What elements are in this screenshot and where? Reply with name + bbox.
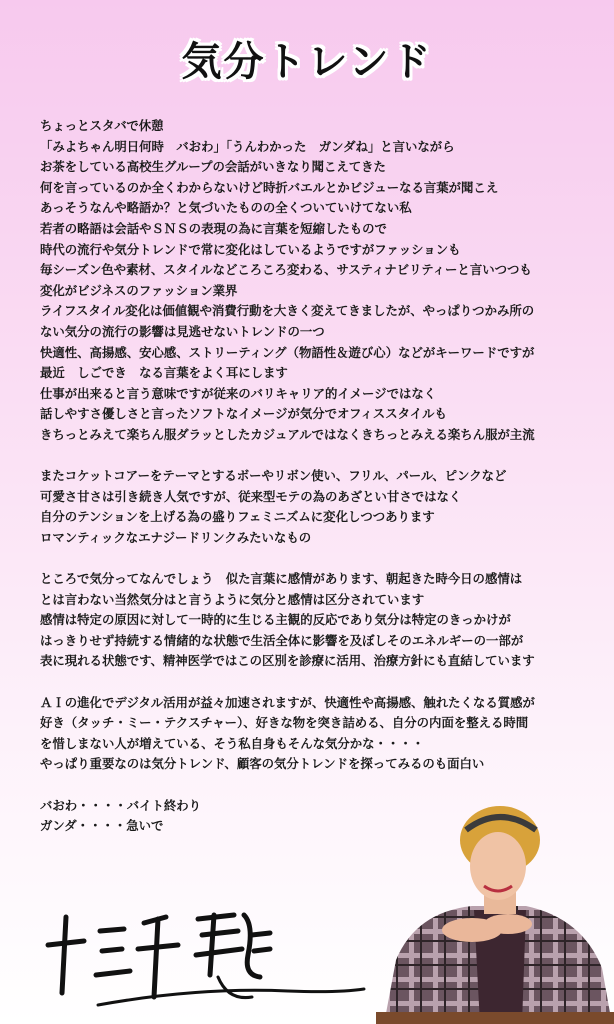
text-line: ない気分の流行の影響は見逃せないトレンドの一つ bbox=[40, 323, 325, 339]
text-line: 感情は特定の原因に対して一時的に生じる主観的反応であり気分は特定のきっかけが bbox=[40, 612, 511, 628]
paragraph-gap bbox=[40, 548, 600, 569]
text-line: はっきりせず持続する情緒的な状態で生活全体に影響を及ぼしそのエネルギーの一部が bbox=[40, 632, 524, 648]
text-line: 好き（タッチ・ミー・テクスチャー）、好きな物を突き詰める、自分の内面を整える時間 bbox=[40, 715, 529, 731]
text-line: 最近 しごでき なる言葉をよく耳にします bbox=[40, 365, 288, 381]
text-line: きちっとみえて楽ちん服ダラッとしたカジュアルではなくきちっとみえる楽ちん服が主流 bbox=[40, 426, 535, 442]
text-line: 時代の流行や気分トレンドで常に変化はしているようですがファッションも bbox=[40, 241, 461, 257]
text-line: ちょっとスタバで休憩 bbox=[40, 118, 164, 133]
text-line: 毎シーズン色や素材、スタイルなどころころ変わる、サスティナビリティーと言いつつも bbox=[40, 262, 532, 278]
text-line: 快適性、高揚感、安心感、ストリーティング（物語性＆遊び心）などがキーワードですが bbox=[40, 344, 535, 360]
text-line: またコケットコアーをテーマとするボーやリボン使い、フリル、パール、ピンクなど bbox=[40, 468, 507, 484]
text-line: とは言わない当然気分はと言うように気分と感情は区分されています bbox=[40, 591, 425, 607]
text-line: 何を言っているのか全くわからないけど時折バエルとかビジューなる言葉が聞こえ bbox=[40, 179, 499, 195]
text-line: 変化がビジネスのファッション業界 bbox=[40, 282, 238, 298]
text-line: 可愛さ甘さは引き続き人気ですが、従来型モテの為のあざとい甘さではなく bbox=[40, 488, 462, 504]
text-line: やっぱり重要なのは気分トレンド、顧客の気分トレンドを探ってみるのも面白い bbox=[40, 756, 485, 772]
text-line: ライフスタイル変化は価値観や消費行動を大きく変えてきましたが、やっぱりつかみ所の bbox=[40, 303, 535, 319]
text-line: を惜しまない人が増えている、そう私自身もそんな気分かな・・・・ bbox=[40, 735, 425, 751]
signature-image bbox=[38, 905, 368, 1015]
article-body bbox=[40, 116, 600, 837]
text-line: 自分のテンションを上げる為の盛りフェミニズムに変化しつつあります bbox=[40, 509, 435, 525]
paragraph-gap bbox=[40, 446, 600, 467]
text-line: ところで気分ってなんでしょう 似た言葉に感情があります、朝起きた時今日の感情は bbox=[40, 571, 523, 587]
text-line: 仕事が出来ると言う意味ですが従来のバリキャリア的イメージではなく bbox=[40, 385, 437, 401]
page-title: 気分トレンド bbox=[181, 39, 433, 85]
paragraph-gap bbox=[40, 775, 600, 796]
text-line: バおわ・・・・バイト終わり bbox=[40, 797, 202, 813]
text-line: 話しやすさ優しさと言ったソフトなイメージが気分でオフィススタイルも bbox=[40, 406, 447, 422]
text-line: 表に現れる状態です、精神医学ではこの区別を診療に活用、治療方針にも直結しています bbox=[40, 653, 535, 669]
text-line: 「みよちゃん明日何時 バおわ」「うんわかった ガンダね」と言いながら bbox=[40, 138, 455, 154]
portrait-photo bbox=[376, 800, 614, 1024]
paragraph-gap bbox=[40, 672, 600, 693]
text-line: お茶をしている高校生グループの会話がいきなり聞こえてきた bbox=[40, 159, 386, 175]
text-line: あっそうなんや略語か？と気づいたものの全くついていけてない私 bbox=[40, 200, 412, 216]
text-line: 若者の略語は会話やＳＮＳの表現の為に言葉を短縮したもので bbox=[40, 220, 387, 236]
text-line: ＡＩの進化でデジタル活用が益々加速されますが、快適性や高揚感、触れたくなる質感が bbox=[40, 694, 535, 710]
text-line: ロマンティックなエナジードリンクみたいなもの bbox=[40, 529, 312, 545]
text-line: ガンダ・・・・急いで bbox=[40, 818, 164, 834]
